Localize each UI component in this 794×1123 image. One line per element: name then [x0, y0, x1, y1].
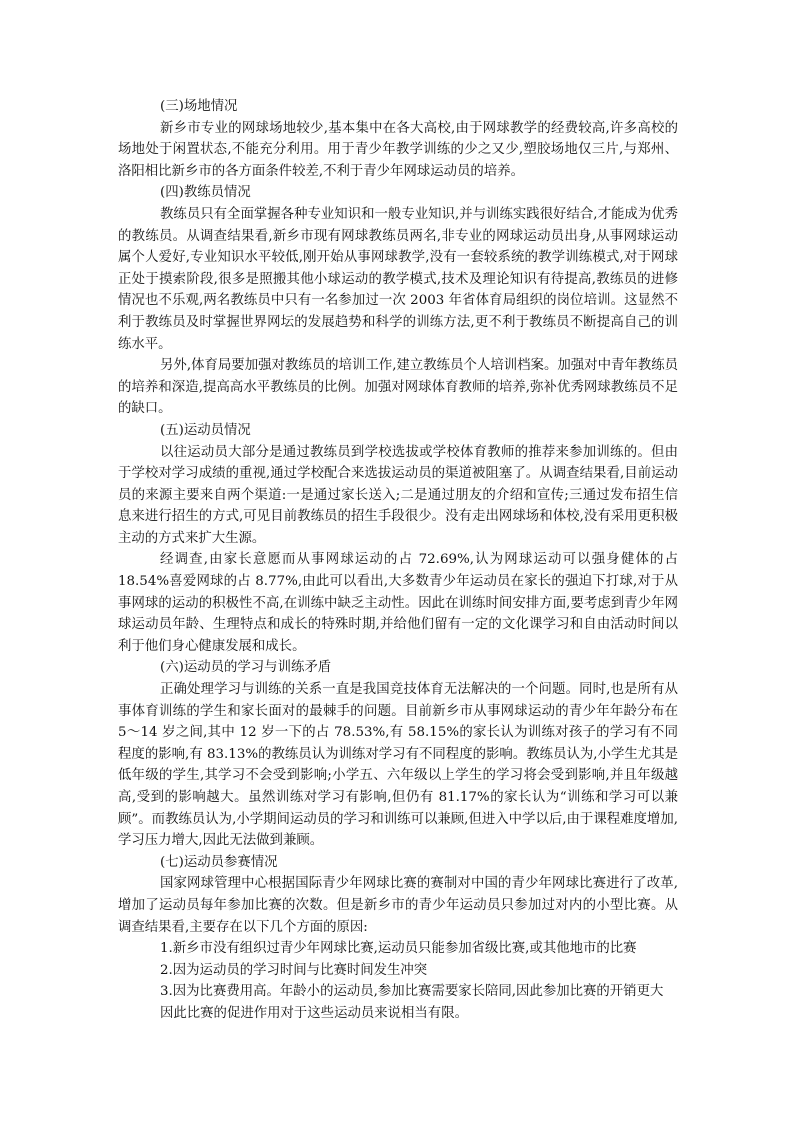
paragraph: 正确处理学习与训练的关系一直是我国竞技体育无法解决的一个问题。同时,也是所有从事体育训练的学生和家长面对的最棘手的问题。目前新乡市从事网球运动的青少年年龄分布在 5～14 岁之间,其中 12 岁一下的占 78.53%,有 58.15%的家长认为训练对孩子的学习有不同程度的影响,有 83.13%的教练员认为训练对学习有不同程度的影响。教练员认为,小学生尤其是低年级的学生,其学习不会受到影响;小学五、六年级以上学生的学习将会受到影响,并且年级越高,受到的影响越大。虽然训练对学习有影响,但仍有 81.17%的家长认为“训练和学习可以兼顾”。而教练员认为,小学期间运动员的学习和训练可以兼顾,但进入中学以后,由于课程难度增加,学习压力增大,因此无法做到兼顾。 [118, 682, 678, 849]
paragraph: 新乡市专业的网球场地较少,基本集中在各大高校,由于网球教学的经费较高,许多高校的场地处于闲置状态,不能充分利用。用于青少年教学训练的少之又少,塑胶场地仅三片,与郑州、洛阳相比新乡市的各方面条件较差,不利于青少年网球运动员的培养。 [118, 120, 678, 179]
section-heading-coaches: (四)教练员情况 [160, 185, 251, 201]
paragraph: 教练员只有全面掌握各种专业知识和一般专业知识,并与训练实践很好结合,才能成为优秀的教练员。从调查结果看,新乡市现有网球教练员两名,非专业的网球运动员出身,从事网球运动属个人爱好,专业知识水平较低,刚开始从事网球教学,没有一套较系统的教学训练模式,对于网球正处于摸索阶段,很多是照搬其他小球运动的教学模式,技术及理论知识有待提高,教练员的进修情况也不乐观,两名教练员中只有一名参加过一次 2003 年省体育局组织的岗位培训。这显然不利于教练员及时掌握世界网坛的发展趋势和科学的训练方法,更不利于教练员不断提高自己的训练水平。 [118, 206, 678, 352]
paragraph: 另外,体育局要加强对教练员的培训工作,建立教练员个人培训档案。加强对中青年教练员的培养和深造,提高高水平教练员的比例。加强对网球体育教师的培养,弥补优秀网球教练员不足的缺口。 [118, 358, 678, 417]
list-item: 2.因为运动员的学习时间与比赛时间发生冲突 [160, 962, 428, 978]
section-heading-study-training: (六)运动员的学习与训练矛盾 [160, 660, 332, 676]
paragraph: 以往运动员大部分是通过教练员到学校选拔或学校体育教师的推荐来参加训练的。但由于学校对学习成绩的重视,通过学校配合来选拔运动员的渠道被阻塞了。从调查结果看,目前运动员的来源主要来自两个渠道:一是通过家长送入;二是通过朋友的介绍和宣传;三通过发布招生信息来进行招生的方式,可见目前教练员的招生手段很少。没有走出网球场和体校,没有采用更积极主动的方式来扩大生源。 [118, 444, 678, 546]
section-heading-competitions: (七)运动员参赛情况 [160, 854, 278, 870]
document-body [118, 96, 678, 1025]
list-item: 3.因为比赛费用高。年龄小的运动员,参加比赛需要家长陪同,因此参加比赛的开销更大 [160, 984, 664, 1000]
section-heading-athletes: (五)运动员情况 [160, 422, 251, 438]
paragraph: 经调查,由家长意愿而从事网球运动的占 72.69%,认为网球运动可以强身健体的占 18.54%喜爱网球的占 8.77%,由此可以看出,大多数青少年运动员在家长的强迫下打球,对于从事网球的运动的积极性不高,在训练中缺乏主动性。因此在训练时间安排方面,要考虑到青少年网球运动员年龄、生理特点和成长的特殊时期,并给他们留有一定的文化课学习和自由活动时间以利于他们身心健康发展和成长。 [118, 552, 678, 654]
paragraph: 国家网球管理中心根据国际青少年网球比赛的赛制对中国的青少年网球比赛进行了改革,增加了运动员每年参加比赛的次数。但是新乡市的青少年运动员只参加过对内的小型比赛。从调查结果看,主要存在以下几个方面的原因: [118, 876, 678, 935]
section-heading-venues: (三)场地情况 [160, 99, 238, 114]
list-item: 1.新乡市没有组织过青少年网球比赛,运动员只能参加省级比赛,或其他地市的比赛 [160, 941, 637, 957]
closing-paragraph: 因此比赛的促进作用对于这些运动员来说相当有限。 [160, 1005, 468, 1021]
